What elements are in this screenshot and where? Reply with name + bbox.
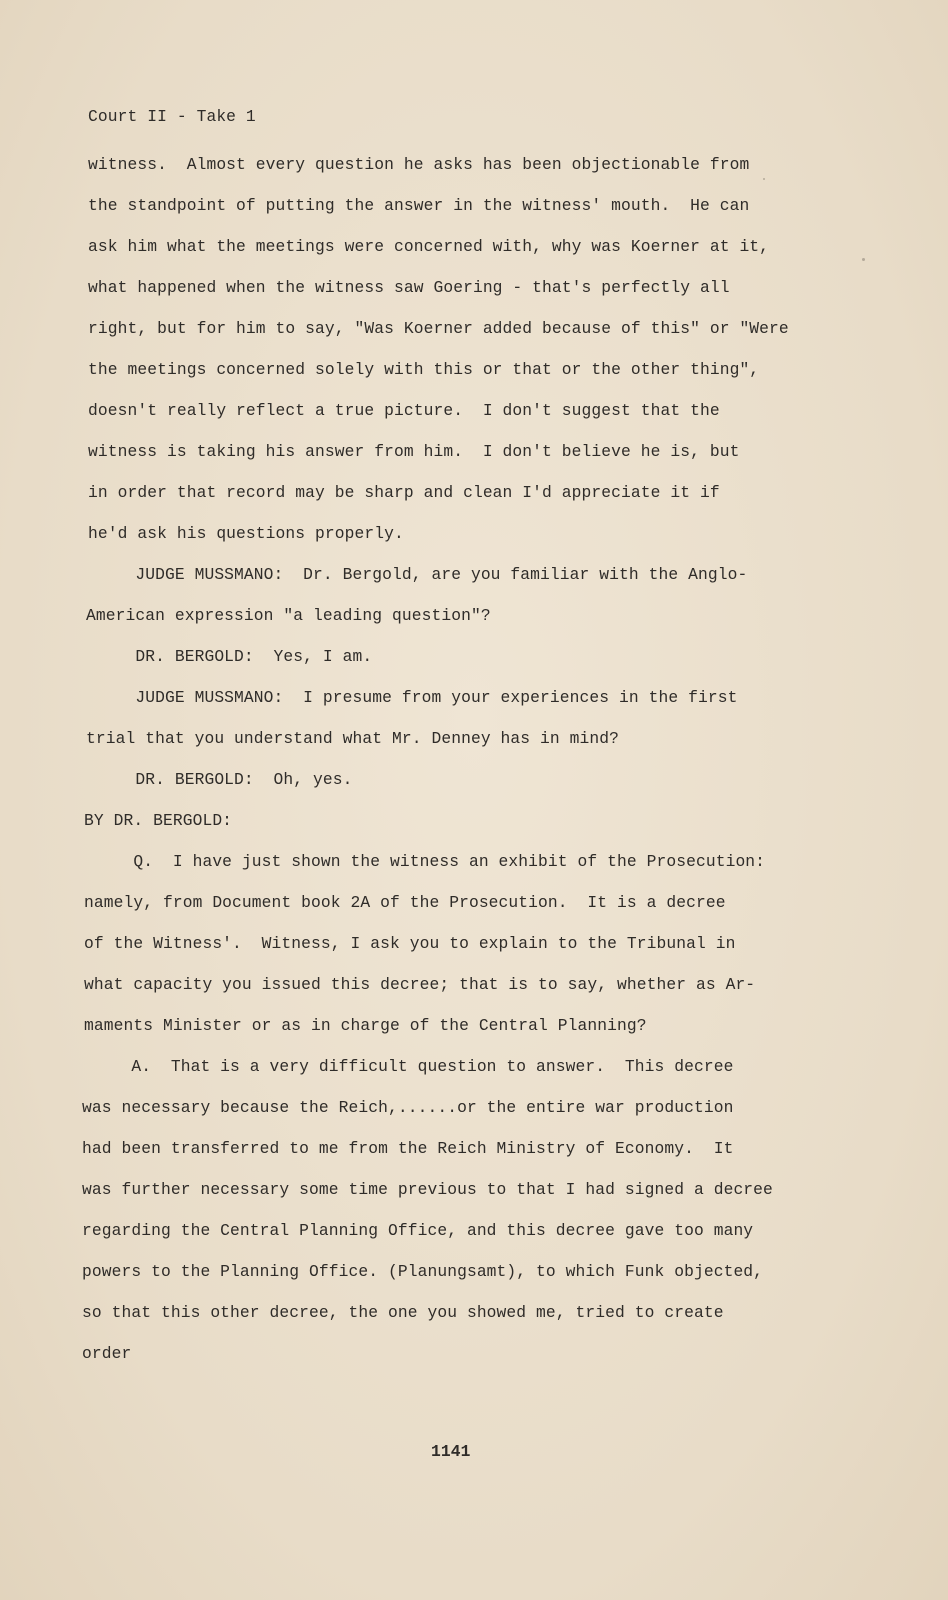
text-line: of the Witness'. Witness, I ask you to explain to the Tribunal in: [84, 934, 736, 953]
text-line: ask him what the meetings were concerned with, why was Koerner at it,: [88, 237, 770, 256]
text-line: regarding the Central Planning Office, and this decree gave too many: [82, 1221, 754, 1240]
text-line: trial that you understand what Mr. Denney has in mind?: [86, 729, 619, 748]
page-number: 1141: [431, 1442, 471, 1461]
text-line: order: [82, 1344, 132, 1363]
text-line: what capacity you issued this decree; that is to say, whether as Ar-: [84, 975, 756, 994]
text-line: right, but for him to say, "Was Koerner added because of this" or "Were: [88, 319, 789, 338]
text-line: Q. I have just shown the witness an exhibit of the Prosecution:: [84, 852, 766, 871]
text-line: in order that record may be sharp and clean I'd appreciate it if: [88, 483, 720, 502]
text-line: witness is taking his answer from him. I don't believe he is, but: [88, 442, 740, 461]
text-line: had been transferred to me from the Reich Ministry of Economy. It: [82, 1139, 734, 1158]
paper-speck: [862, 258, 865, 261]
text-line: namely, from Document book 2A of the Prosecution. It is a decree: [84, 893, 726, 912]
page-header: Court II - Take 1: [88, 107, 256, 126]
paper-speck: [763, 178, 765, 180]
text-line: powers to the Planning Office. (Planungsamt), to which Funk objected,: [82, 1262, 764, 1281]
text-line: JUDGE MUSSMANO: Dr. Bergold, are you familiar with the Anglo-: [86, 565, 748, 584]
text-line: BY DR. BERGOLD:: [84, 811, 233, 830]
text-line: DR. BERGOLD: Yes, I am.: [86, 647, 373, 666]
text-line: American expression "a leading question"?: [86, 606, 491, 625]
text-line: DR. BERGOLD: Oh, yes.: [86, 770, 353, 789]
text-line: JUDGE MUSSMANO: I presume from your experiences in the first: [86, 688, 738, 707]
text-line: so that this other decree, the one you showed me, tried to create: [82, 1303, 724, 1322]
text-line: he'd ask his questions properly.: [88, 524, 404, 543]
text-line: doesn't really reflect a true picture. I don't suggest that the: [88, 401, 720, 420]
text-line: A. That is a very difficult question to answer. This decree: [82, 1057, 734, 1076]
text-line: was further necessary some time previous to that I had signed a decree: [82, 1180, 773, 1199]
text-line: the meetings concerned solely with this or that or the other thing",: [88, 360, 760, 379]
text-line: what happened when the witness saw Goering - that's perfectly all: [88, 278, 730, 297]
text-line: was necessary because the Reich,......or the entire war production: [82, 1098, 734, 1117]
text-line: the standpoint of putting the answer in the witness' mouth. He can: [88, 196, 750, 215]
text-line: witness. Almost every question he asks has been objectionable from: [88, 155, 750, 174]
text-line: maments Minister or as in charge of the Central Planning?: [84, 1016, 647, 1035]
